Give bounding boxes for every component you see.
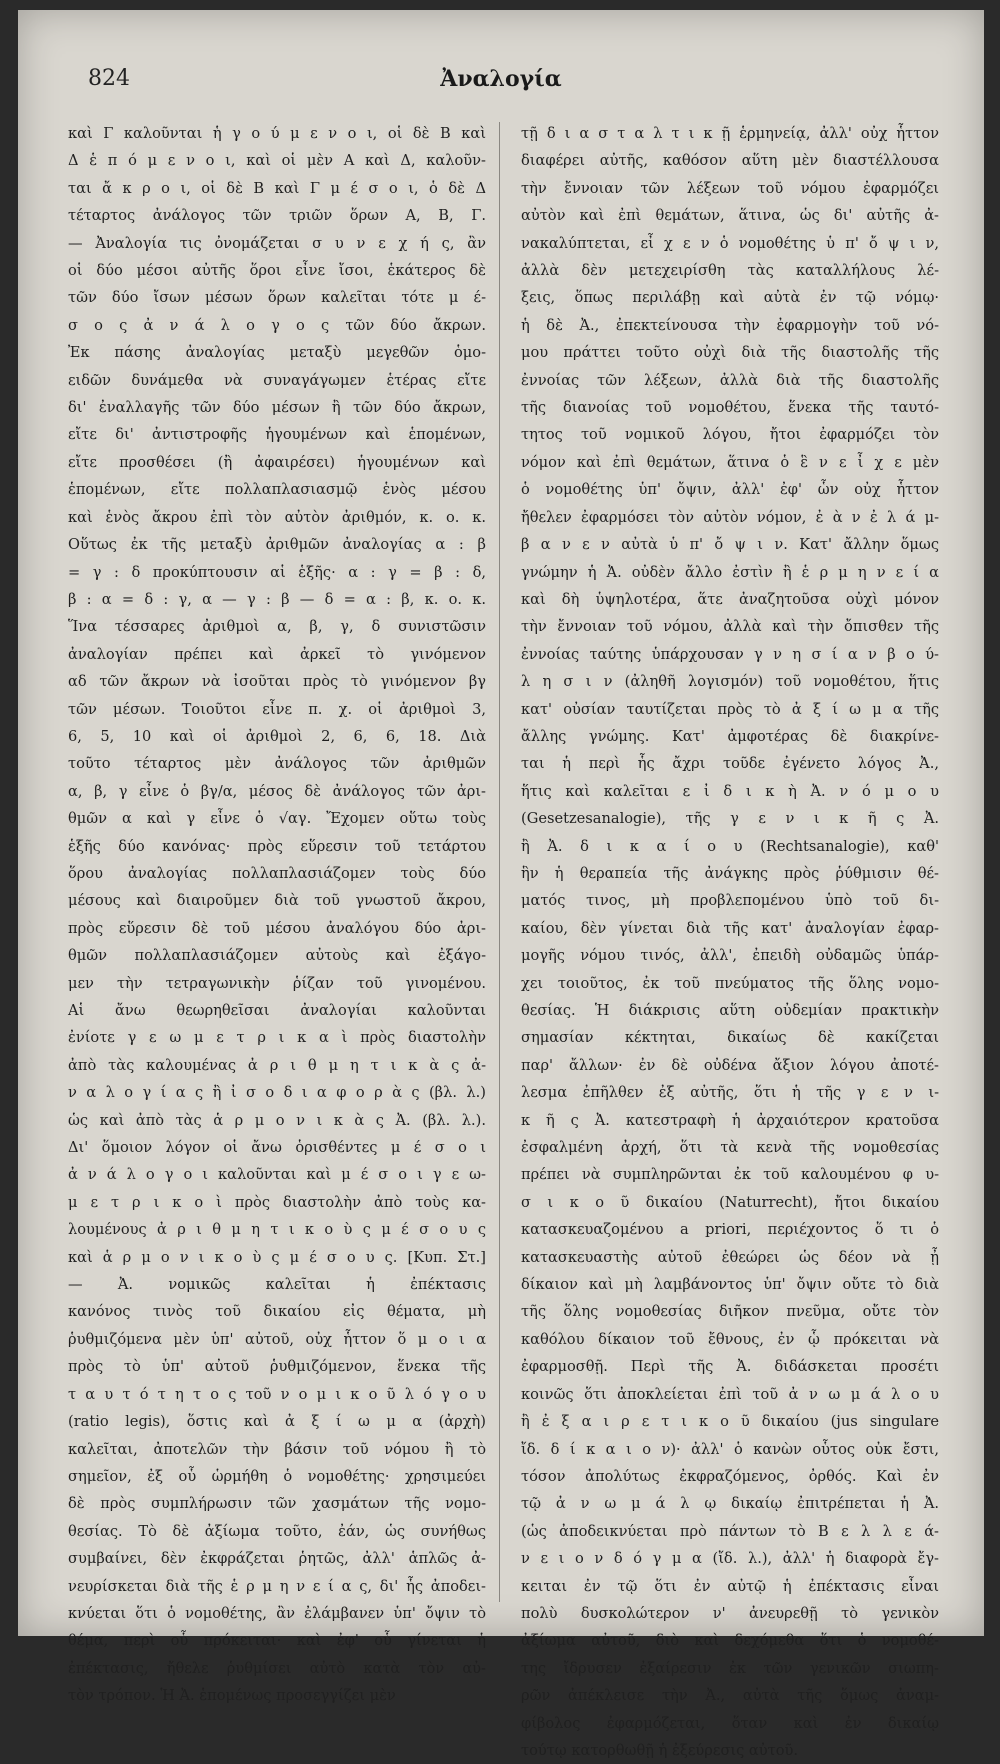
text-line: θεσίας. Τὸ δὲ ἀξίωμα τοῦτο, ἐάν, ὡς συνήθως [68,1522,486,1540]
text-line: = γ : δ προκύπτουσιν αἱ ἑξῆς· α : γ = β : δ, [68,563,486,581]
text-line: ἄλλης γνώμης. Κατ' ἀμφοτέρας δὲ διακρίνε- [521,727,939,745]
text-line: ἐννοίας ταύτης ὑπάρχουσαν γ ν η σ ί α ν β ο ύ- [521,645,939,663]
page-number: 824 [88,66,130,91]
text-line: μεν τὴν τετραγωνικὴν ῥίζαν τοῦ γινομένου. [68,974,486,992]
text-line: Δι' ὅμοιον λόγον οἱ ἄνω ὁρισθέντες μ έ σ ο ι [68,1139,486,1157]
text-line: ἢ ἐ ξ α ι ρ ε τ ι κ ο ῦ δικαίου (jus singulare [521,1413,939,1431]
text-line: λ η σ ι ν (ἀληθῆ λογισμόν) τοῦ νομοθέτου, ἥτις [521,673,939,691]
text-line: ματός τινος, μὴ προβλεπομένου ὑπὸ τοῦ δι- [521,892,939,910]
text-line: (Gesetzesanalogie), τῆς γ ε ν ι κ ῆ ς Ἀ. [521,810,939,828]
text-line: ν ε ι ο ν δ ό γ μ α (ἴδ. λ.), ἀλλ' ἡ διαφορὰ ἔγ- [521,1550,939,1568]
text-line: κειται ἐν τῷ ὅτι ἐν αὐτῷ ἡ ἐπέκτασις εἶναι [521,1577,939,1595]
text-line: νακαλύπτεται, εἶ χ ε ν ὁ νομοθέτης ὑ π' ὄ ψ ι ν, [521,234,939,252]
text-line: β α ν ε ν αὐτὰ ὑ π' ὄ ψ ι ν. Κατ' ἄλλην ὅμως [521,536,939,554]
text-line: δι' ἐναλλαγῆς τῶν δύο μέσων ἢ τῶν δύο ἄκρων, [68,399,486,417]
text-line: δὲ πρὸς συμπλήρωσιν τῶν χασμάτων τῆς νομο- [68,1495,486,1513]
text-line: ν α λ ο γ ί α ς ἢ ἰ σ ο δ ι α φ ο ρ ὰ ς (βλ. λ.) [68,1084,486,1102]
text-line: μου πράττει τοῦτο οὐχὶ διὰ τῆς διαστολῆς τῆς [521,344,939,362]
text-line: θέμα, περὶ οὗ πρόκειται· καὶ ἐφ' οὗ γίνεται ἡ [68,1632,486,1650]
text-line: 6, 5, 10 καὶ οἱ ἀριθμοὶ 2, 6, 6, 18. Διὰ [68,727,486,745]
text-line: τῆς ὅλης νομοθεσίας διῆκον πνεῦμα, οὔτε τὸν [521,1303,939,1321]
page-header [66,66,936,102]
text-line: καθόλου δίκαιον τοῦ ἔθνους, ἐν ᾧ πρόκειται νὰ [521,1330,939,1348]
text-line: αδ τῶν ἄκρων νὰ ἰσοῦται πρὸς τὸ γινόμενον βγ [68,673,486,691]
text-line: τὸν τρόπον. Ἡ Ἀ. ἑπομένως προσεγγίζει μὲν [68,1687,396,1705]
column-divider [499,122,500,1602]
text-line: δίκαιον καὶ μὴ λαμβάνοντος ὑπ' ὄψιν οὔτε τὸ διὰ [521,1276,939,1294]
text-line: νευρίσκεται διὰ τῆς ἑ ρ μ η ν ε ί α ς, δι' ἧς ἀποδει- [68,1577,486,1595]
text-line: (ὡς ἀποδεικνύεται πρὸ πάντων τὸ Β ε λ λ ε ά- [521,1522,939,1540]
text-line: σημεῖον, ἐξ οὗ ὡρμήθη ὁ νομοθέτης· χρησιμεύει [68,1467,486,1485]
text-line: ἴδ. δ ί κ α ι ο ν)· ἀλλ' ὁ κανὼν οὗτος οὐκ ἔστι, [521,1440,939,1458]
text-line: ἤθελεν ἐφαρμόσει τὸν αὐτὸν νόμον, ἐ ὰ ν ἐ λ ά μ- [521,508,939,526]
text-line: σημασίαν κέκτηται, δικαίως δὲ κακίζεται [521,1029,939,1047]
text-line: ἀλλὰ δὲν μετεχειρίσθη τὰς καταλλήλους λέ- [521,262,939,280]
text-line: τῷ ἀ ν ω μ ά λ ῳ δικαίῳ ἐπιτρέπεται ἡ Ἀ. [521,1495,939,1513]
text-line: Ἐκ πάσης ἀναλογίας μεταξὺ μεγεθῶν ὁμο- [68,344,486,362]
running-title: Ἀναλογία [440,66,562,92]
text-line: εἴτε δι' ἀντιστροφῆς ἡγουμένων καὶ ἑπομένων, [68,426,486,444]
text-line: ται ἡ περὶ ἧς ἄχρι τοῦδε ἐγένετο λόγος Ἀ., [521,755,939,773]
text-line: ἥτις καὶ καλεῖται ε ἰ δ ι κ ὴ Ἀ. ν ό μ ο υ [521,782,939,800]
text-line: ξεις, ὅπως περιλάβῃ καὶ αὐτὰ ἐν τῷ νόμῳ· [521,289,939,307]
text-line: πολὺ δυσκολώτερον ν' ἀνευρεθῇ τὸ γενικὸν [521,1604,939,1622]
text-line: ὅρου ἀναλογίας πολλαπλασιάζομεν τοὺς δύο [68,864,486,882]
text-line: νόμον καὶ ἐπὶ θεμάτων, ἅτινα ὁ ἓ ν ε ἶ χ ε μὲν [521,453,939,471]
text-line: χει τοιοῦτος, ἐκ τοῦ πνεύματος τῆς ὅλης νομο- [521,974,939,992]
text-line: μογῆς νόμου τινός, ἀλλ', ἐπειδὴ οὐδαμῶς ὑπάρ- [521,947,939,965]
text-line: κ ῆ ς Ἀ. κατεστραφὴ ἡ ἀρχαιότερον κρατοῦσα [521,1111,939,1129]
text-line: τ α υ τ ό τ η τ ο ς τοῦ ν ο μ ι κ ο ῦ λ ό γ ο υ [68,1385,486,1403]
text-line: ἑπομένων, εἴτε πολλαπλασιασμῷ ἑνὸς μέσου [68,481,486,499]
text-line: τητος τοῦ νομικοῦ λόγου, ἤτοι ἐφαρμόζει τὸν [521,426,939,444]
text-line: τὴν ἔννοιαν τοῦ νόμου, ἀλλὰ καὶ τὴν ὄπισθεν τῆς [521,618,939,636]
left-column [68,120,486,1710]
text-line: θμῶν α καὶ γ εἶνε ὁ √αγ. Ἔχομεν οὕτω τοὺς [68,810,486,828]
text-line: μέσους καὶ διαιροῦμεν διὰ τοῦ γνωστοῦ ἄκρου, [68,892,486,910]
text-line: μ ε τ ρ ι κ ο ὶ πρὸς διαστολὴν ἀπὸ τοὺς κα- [68,1193,486,1211]
text-line: ἐπέκτασις, ἤθελε ῥυθμίσει αὐτὸ κατὰ τὸν αὐ- [68,1659,486,1677]
text-line: σ ο ς ἀ ν ά λ ο γ ο ς τῶν δύο ἄκρων. [68,316,486,334]
text-line: Οὕτως ἐκ τῆς μεταξὺ ἀριθμῶν ἀναλογίας α : β [68,536,486,554]
text-line: ἡ δὲ Ἀ., ἐπεκτείνουσα τὴν ἐφαρμογὴν τοῦ νό- [521,316,939,334]
text-line: — Ἀναλογία τις ὀνομάζεται σ υ ν ε χ ή ς, ἂν [68,234,486,252]
text-line: (ratio legis), ὅστις καὶ ἀ ξ ί ω μ α (ἀρχὴ) [68,1413,486,1431]
text-line: ἀπὸ τὰς καλουμένας ἀ ρ ι θ μ η τ ι κ ὰ ς ἀ- [68,1056,486,1074]
text-line: τῶν δύο ἴσων μέσων ὅρων καλεῖται τότε μ έ- [68,289,486,307]
text-line: Αἱ ἄνω θεωρηθεῖσαι ἀναλογίαι καλοῦνται [68,1002,486,1019]
text-line: κατασκευαστὴς αὐτοῦ ἐθεώρει ὡς δέον νὰ ᾖ [521,1248,939,1266]
text-line: ὡς καὶ ἀπὸ τὰς ἁ ρ μ ο ν ι κ ὰ ς Ἀ. (βλ. λ.). [68,1111,486,1129]
text-line: καὶ ἁ ρ μ ο ν ι κ ο ὺ ς μ έ σ ο υ ς. [Κυπ. Στ.] [68,1248,486,1266]
text-line: κατασκευαζομένου a priori, περιέχοντος ὅ τι ὁ [521,1221,939,1239]
text-line: κνύεται ὅτι ὁ νομοθέτης, ἂν ἐλάμβανεν ὑπ' ὄψιν τὸ [68,1604,486,1622]
text-line: αὐτὸν καὶ ἐπὶ θεμάτων, ἅτινα, ὡς δι' αὐτῆς ἀ- [521,207,939,225]
text-line: γνώμην ἡ Ἀ. οὐδὲν ἄλλο ἐστὶν ἢ ἑ ρ μ η ν ε ί α [521,563,939,581]
text-line: ἣν ἡ θεραπεία τῆς ἀνάγκης πρὸς ῥύθμισιν θέ- [521,864,939,882]
text-line: ἀξίωμα αὐτοῦ, διὸ καὶ δεχόμεθα ὅτι ὁ νομοθέ- [521,1632,939,1650]
text-line: τοῦτο τέταρτος μὲν ἀνάλογος τῶν ἀριθμῶν [68,755,486,773]
text-line: ειδῶν δυνάμεθα νὰ συναγάγωμεν ἑτέρας εἴτε [68,371,486,389]
text-line: ἐσφαλμένη ἀρχή, ὅτι τὰ κενὰ τῆς νομοθεσίας [521,1139,939,1157]
text-line: ἐφαρμοσθῇ. Περὶ τῆς Ἀ. διδάσκεται προσέτι [521,1358,939,1376]
text-line: ἢ Ἀ. δ ι κ α ί ο υ (Rechtsanalogie), καθ' [521,837,939,855]
text-line: διαφέρει αὐτῆς, καθόσον αὕτη μὲν διαστέλλουσα [521,152,939,170]
text-line: β : α = δ : γ, α — γ : β — δ = α : β, κ. ο. κ. [68,590,486,608]
text-line: τῇ δ ι α σ τ α λ τ ι κ ῇ ἑρμηνείᾳ, ἀλλ' οὐχ ἧττον [521,125,939,142]
text-line: ἑξῆς δύο κανόνας· πρὸς εὕρεσιν τοῦ τετάρτου [68,837,486,855]
right-column [521,120,939,1764]
text-line: καὶ δὴ ὑψηλοτέρα, ἅτε ἀναζητοῦσα οὐχὶ μόνον [521,590,939,608]
text-line: εἴτε προσθέσει (ἢ ἀφαιρέσει) ἡγουμένων καὶ [68,453,486,471]
text-line: λουμένους ἀ ρ ι θ μ η τ ι κ ο ὺ ς μ έ σ ο υ ς [68,1221,486,1239]
text-line: ἀ ν ά λ ο γ ο ι καλοῦνται καὶ μ έ σ ο ι γ ε ω- [68,1166,486,1184]
text-line: ἐνίοτε γ ε ω μ ε τ ρ ι κ α ὶ πρὸς διαστολὴν [68,1029,486,1047]
book-page [18,10,984,1759]
text-line: καὶ Γ καλοῦνται ἡ γ ο ύ μ ε ν ο ι, οἱ δὲ Β καὶ [68,125,486,142]
text-line: τῆς διανοίας τοῦ νομοθέτου, ἕνεκα τῆς ταυτό- [521,399,939,417]
text-line: κατ' οὐσίαν ταυτίζεται πρὸς τὸ ἀ ξ ί ω μ α τῆς [521,700,939,718]
text-line: Δ ἑ π ό μ ε ν ο ι, καὶ οἱ μὲν Α καὶ Δ, καλοῦν- [68,152,486,170]
text-line: τόσον ἀπολύτως ἐκφραζόμενος, ὀρθός. Καὶ ἐν [521,1467,939,1485]
text-line: πρὸς τὸ ὑπ' αὐτοῦ ῥυθμιζόμενον, ἕνεκα τῆς [68,1358,486,1376]
text-line: κοινῶς ὅτι ἀποκλείεται ἐπὶ τοῦ ἀ ν ω μ ά λ ο υ [521,1385,939,1403]
text-line: παρ' ἄλλων· ἐν δὲ οὐδένα ἄξιον λόγου ἀποτέ- [521,1056,939,1074]
text-line: τὴν ἔννοιαν τῶν λέξεων τοῦ νόμου ἐφαρμόζει [521,179,939,197]
text-line: λεσμα ἐπῆλθεν ἐξ αὐτῆς, ὅτι ἡ τῆς γ ε ν ι- [521,1084,939,1102]
text-line: α, β, γ εἶνε ὁ βγ/α, μέσος δὲ ἀνάλογος τῶν ἀρι- [68,782,486,800]
text-line: θεσίας. Ἡ διάκρισις αὕτη οὐδεμίαν πρακτικὴν [521,1002,939,1019]
text-line: οἱ δύο μέσοι αὐτῆς ὅροι εἶνε ἴσοι, ἑκάτερος δὲ [68,262,486,280]
text-line: τέταρτος ἀνάλογος τῶν τριῶν ὅρων Α, Β, Γ. [68,207,486,225]
text-line: συμβαίνει, δὲν ἐκφράζεται ῥητῶς, ἀλλ' ἁπλῶς ἀ- [68,1550,486,1568]
text-line: τῶν μέσων. Τοιοῦτοι εἶνε π. χ. οἱ ἀριθμοὶ 3, [68,700,486,718]
text-line: καλεῖται, ἀποτελῶν τὴν βάσιν τοῦ νόμου ἢ τὸ [68,1440,486,1458]
text-line: Ἵνα τέσσαρες ἀριθμοὶ α, β, γ, δ συνιστῶσιν [68,618,486,636]
text-line: καὶ ἑνὸς ἄκρου ἐπὶ τὸν αὐτὸν ἀριθμόν, κ. ο. κ. [68,508,486,526]
text-line: — Ἀ. νομικῶς καλεῖται ἡ ἐπέκτασις [68,1276,486,1294]
text-line: πρὸς εὕρεσιν δὲ τοῦ μέσου ἀναλόγου δύο ἀρι- [68,919,486,937]
text-line: ῥυθμιζόμενα μὲν ὑπ' αὐτοῦ, οὐχ ἧττον ὅ μ ο ι α [68,1330,486,1348]
text-line: της ἴδρυσεν ἐξαίρεσιν ἐκ τῶν γενικῶν σιωπη- [521,1659,939,1677]
text-line: ρῶν ἀπέκλεισε τὴν Ἀ., αὐτὰ τῆς ὅμως ἀναμ- [521,1687,939,1705]
text-line: φίβολος ἐφαρμόζεται, ὅταν καὶ ἐν δικαίῳ [521,1714,939,1732]
text-line: ἀναλογίαν πρέπει καὶ ἀρκεῖ τὸ γινόμενον [68,645,486,663]
text-line: πρέπει νὰ συμπληρῶνται ἐκ τοῦ καλουμένου φ υ- [521,1166,939,1184]
text-line: ὁ νομοθέτης ὑπ' ὄψιν, ἀλλ' ἐφ' ὧν οὐχ ἧττον [521,481,939,499]
text-line: τούτῳ κατορθωθῇ ἡ ἐξεύρεσις αὐτοῦ. [521,1741,799,1759]
text-line: καίου, δὲν γίνεται διὰ τῆς κατ' ἀναλογίαν ἐφαρ- [521,919,939,937]
text-line: σ ι κ ο ῦ δικαίου (Naturrecht), ἤτοι δικαίου [521,1193,939,1211]
text-line: ἐννοίας τῶν λέξεων, ἀλλὰ διὰ τῆς διαστολῆς [521,371,939,389]
text-line: θμῶν πολλαπλασιάζομεν αὐτοὺς καὶ ἐξάγο- [68,947,486,965]
text-line: κανόνος τινὸς τοῦ δικαίου εἰς θέματα, μὴ [68,1303,486,1321]
text-line: ται ἄ κ ρ ο ι, οἱ δὲ Β καὶ Γ μ έ σ ο ι, ὁ δὲ Δ [68,179,486,197]
